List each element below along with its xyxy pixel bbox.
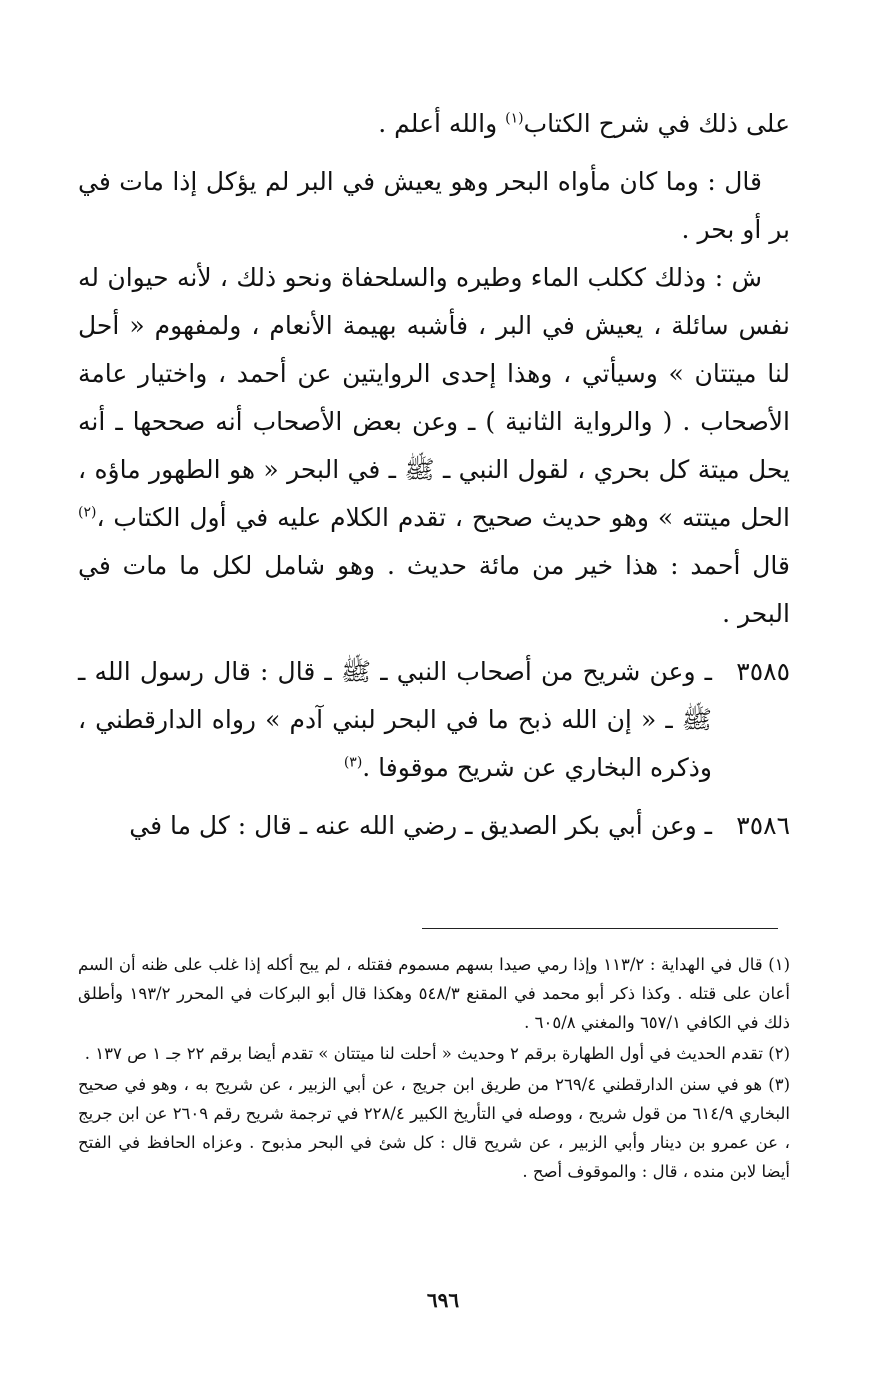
paragraph-2: قال : وما كان مأواه البحر وهو يعيش في البر لم يؤكل إذا مات في بر أو بحر . — [78, 167, 790, 244]
hadith-number: ٣٥٨٦ — [736, 811, 790, 840]
hadith-3586: ٣٥٨٦ـ وعن أبي بكر الصديق ـ رضي الله عنه ـ قال : كل ما في — [78, 802, 790, 850]
paragraph-1: على ذلك في شرح الكتاب$^{(١)}$ والله أعلم . — [378, 109, 790, 138]
footnote-ref-2: (٢) — [78, 504, 97, 521]
footnote-2: (٢) تقدم الحديث في أول الطهارة برقم ٢ وحديث « أحلت لنا ميتتان » تقدم أيضا برقم ٢٢ جـ ١ ص ١٣٧ . — [84, 1044, 790, 1063]
footnotes — [78, 950, 790, 1188]
footnote-ref-1: (١) — [505, 110, 524, 127]
footnote-ref-3: (٣) — [343, 754, 363, 771]
footnote-3: (٣) هو في سنن الدارقطني ٢٦٩/٤ من طريق ابن جريج ، عن أبي الزبير ، عن شريح به ، وهو في صحيح البخاري ٦١٤/٩ من قول شريح ، ووصله في التأريخ الكبير ٢٢٨/٤ في ترجمة شريح رقم ٢٦٠٩ عن ابن جريج ، عن عمرو بن دينار وأبي الزبير ، عن شريح قال : كل شئ في البحر مذبوح . وعزاه الحافظ في الفتح أيضا لابن منده ، قال : والموقوف أصح . — [78, 1075, 790, 1181]
footnote-divider — [422, 928, 778, 929]
footnote-1: (١) قال في الهداية : ١١٣/٢ وإذا رمي صيدا بسهم مسموم فقتله ، لم يبح أكله إذا غلب على ظنه أن السم أعان على قتله . وكذا ذكر أبو محمد في المقنع ٥٤٨/٣ وهكذا قال أبو البركات في المحرر ١٩٣/٢ وأطلق ذلك في الكافي ٦٥٧/١ والمغني ٦٠٥/٨ . — [78, 955, 791, 1032]
paragraph-3: ش : وذلك ككلب الماء وطيره والسلحفاة ونحو ذلك ، لأنه حيوان له نفس سائلة ، يعيش في البر ، فأشبه بهيمة الأنعام ، ولمفهوم « أحل لنا ميتتان » وسيأتي ، وهذا إحدى الروايتين عن أحمد ، واختيار عامة الأصحاب . ( والرواية الثانية ) ـ وعن بعض الأصحاب أنه صححها ـ أنه يحل ميتة كل بحري ، لقول النبي ـ ﷺ ـ في البحر « هو الطهور ماؤه ، الحل ميتته » وهو حديث صحيح ، تقدم الكلام عليه في أول الكتاب ،$^{(٢)}$ قال أحمد : هذا خير من مائة حديث . وهو شامل لكل ما مات في البحر . — [78, 263, 790, 628]
page-number: ٦٩٦ — [426, 1288, 460, 1312]
hadith-3585: ٣٥٨٥ـ وعن شريح من أصحاب النبي ـ ﷺ ـ قال : قال رسول الله ـ ﷺ ـ « إن الله ذبح ما في البحر لبني آدم » رواه الدارقطني ، وذكره البخاري عن شريح موقوفا .$^{(٣)}$ — [78, 648, 790, 792]
hadith-number: ٣٥٨٥ — [736, 657, 790, 686]
main-text — [78, 100, 790, 850]
